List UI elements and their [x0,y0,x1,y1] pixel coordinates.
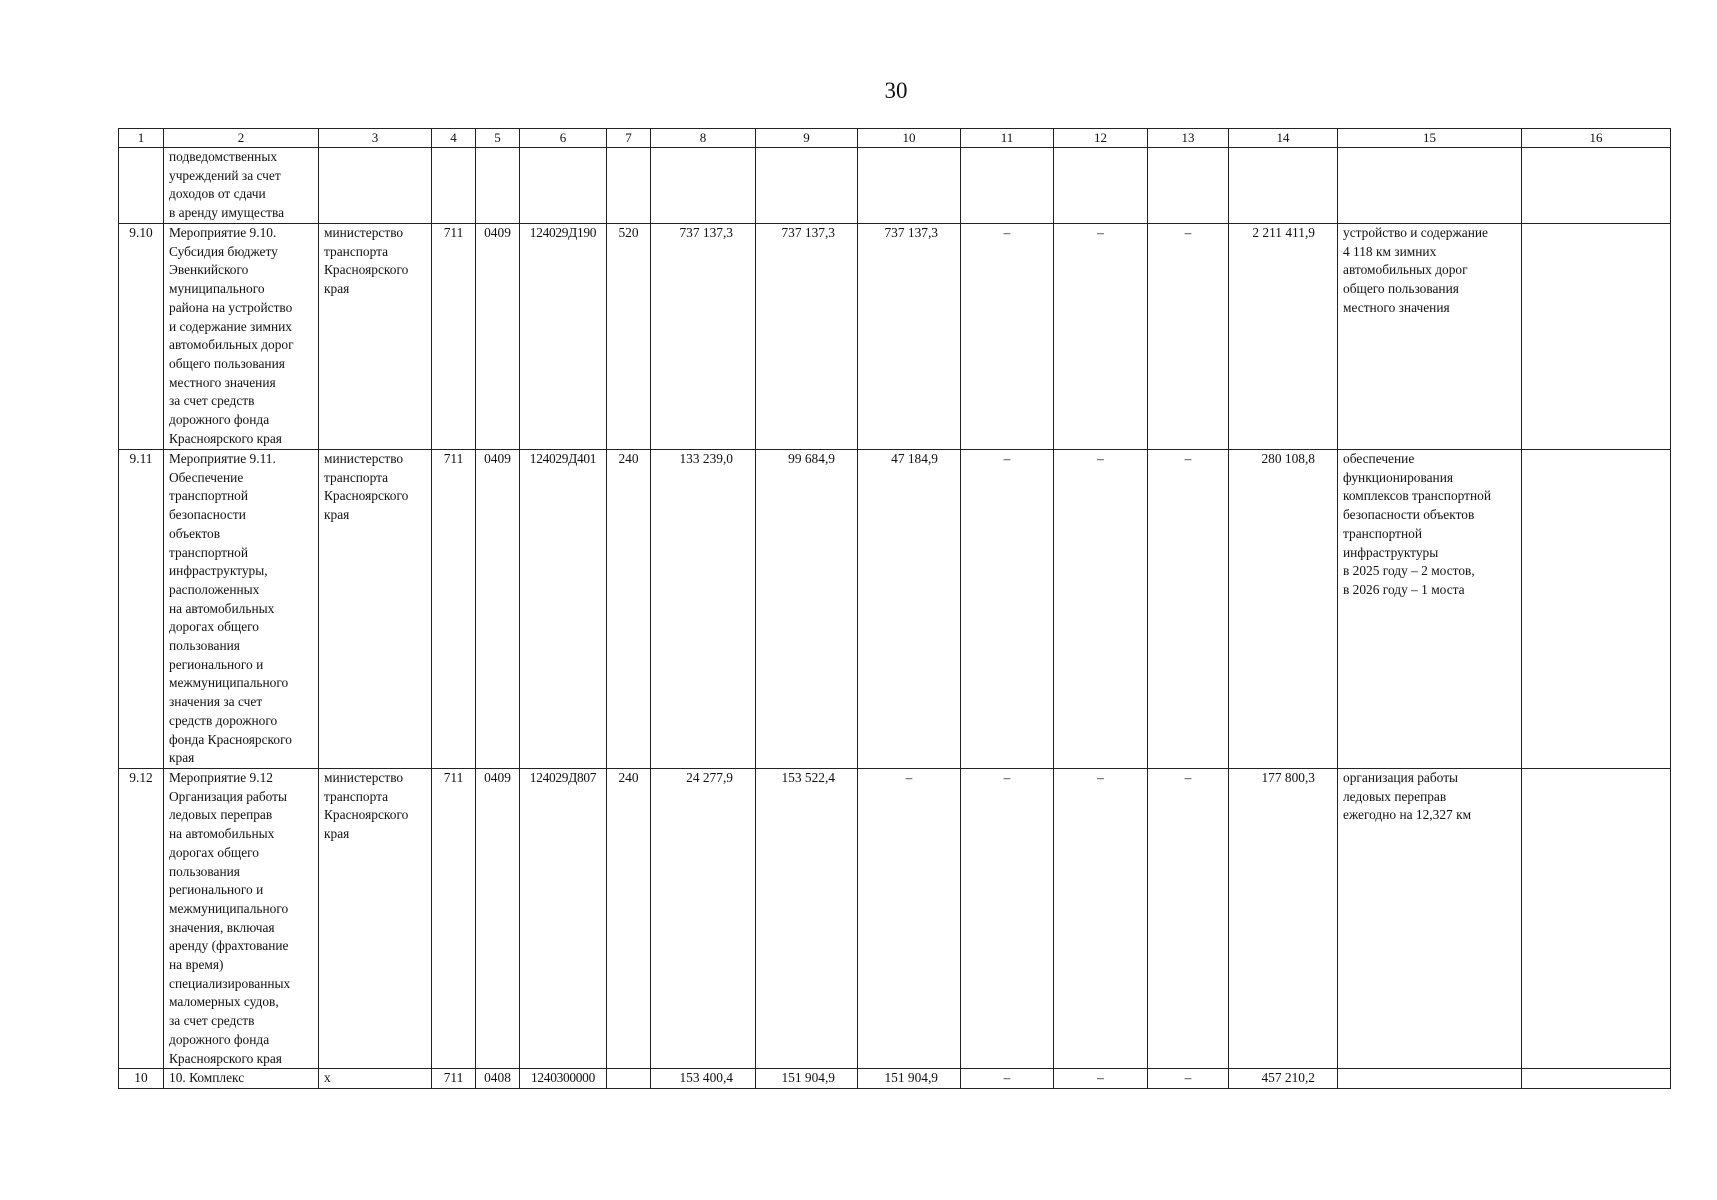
program-activities-table [118,128,1671,1089]
amount-col-10: – [858,769,961,1069]
target-article-code: 124029Д401 [520,450,607,769]
column-16-cell [1522,224,1671,450]
expected-result [1338,1069,1522,1089]
column-header: 1 [119,129,164,148]
amount-col-13: – [1148,450,1229,769]
column-header: 2 [164,129,319,148]
amount-col-13: – [1148,1069,1229,1089]
expected-result: устройство и содержание 4 118 км зимних автомобильных дорог общего пользования местного значения [1338,224,1522,450]
amount-col-9 [756,148,858,224]
row-number: 9.11 [119,450,164,769]
column-header: 10 [858,129,961,148]
expected-result: организация работы ледовых переправ ежегодно на 12,327 км [1338,769,1522,1069]
expense-type-code: 520 [607,224,651,450]
amount-col-12: – [1054,769,1148,1069]
amount-col-10: 151 904,9 [858,1069,961,1089]
section-code: 0408 [476,1069,520,1089]
target-article-code [520,148,607,224]
amount-col-8: 153 400,4 [651,1069,756,1089]
amount-col-9: 153 522,4 [756,769,858,1069]
column-header: 5 [476,129,520,148]
amount-col-11: – [961,1069,1054,1089]
column-16-cell [1522,148,1671,224]
row-number [119,148,164,224]
expense-type-code: 240 [607,450,651,769]
amount-total: 280 108,8 [1229,450,1338,769]
column-header: 13 [1148,129,1229,148]
amount-col-11: – [961,450,1054,769]
amount-col-13 [1148,148,1229,224]
responsible-executor [319,148,432,224]
expense-type-code [607,1069,651,1089]
amount-col-10: 47 184,9 [858,450,961,769]
amount-col-8: 24 277,9 [651,769,756,1069]
activity-name: Мероприятие 9.11. Обеспечение транспортной безопасности объектов транспортной инфраструктуры, расположенных на автомобильных дорогах общего пользования регионального и межмуниципального значения за счет средств дорожного фонда Красноярского края [164,450,319,769]
responsible-executor: министерство транспорта Красноярского края [319,450,432,769]
column-16-cell [1522,769,1671,1069]
amount-col-12: – [1054,1069,1148,1089]
expense-type-code: 240 [607,769,651,1069]
responsible-executor: х [319,1069,432,1089]
amount-col-12: – [1054,450,1148,769]
responsible-executor: министерство транспорта Красноярского края [319,769,432,1069]
column-16-cell [1522,1069,1671,1089]
amount-total: 177 800,3 [1229,769,1338,1069]
amount-col-10: 737 137,3 [858,224,961,450]
amount-col-8: 133 239,0 [651,450,756,769]
column-header: 8 [651,129,756,148]
expected-result: обеспечение функционирования комплексов транспортной безопасности объектов транспортной инфраструктуры в 2025 году – 2 мостов, в 2026 году – 1 моста [1338,450,1522,769]
section-code [476,148,520,224]
table-row [119,450,1671,769]
column-header: 9 [756,129,858,148]
amount-col-11: – [961,224,1054,450]
activity-name: Мероприятие 9.12 Организация работы ледовых переправ на автомобильных дорогах общего пользования регионального и межмуниципального значения, включая аренду (фрахтование на время) специализированных маломерных судов, за счет средств дорожного фонда Красноярского края [164,769,319,1069]
amount-col-12 [1054,148,1148,224]
table-row [119,148,1671,224]
column-number-row [119,129,1671,148]
expected-result [1338,148,1522,224]
column-header: 4 [432,129,476,148]
grbs-code: 711 [432,1069,476,1089]
expense-type-code [607,148,651,224]
row-number: 9.10 [119,224,164,450]
section-code: 0409 [476,450,520,769]
grbs-code: 711 [432,450,476,769]
grbs-code [432,148,476,224]
amount-col-9: 151 904,9 [756,1069,858,1089]
amount-col-9: 99 684,9 [756,450,858,769]
grbs-code: 711 [432,769,476,1069]
column-header: 14 [1229,129,1338,148]
column-header: 16 [1522,129,1671,148]
target-article-code: 1240300000 [520,1069,607,1089]
table-row [119,1069,1671,1089]
activity-name: подведомственных учреждений за счет доходов от сдачи в аренду имущества [164,148,319,224]
table-row [119,224,1671,450]
grbs-code: 711 [432,224,476,450]
responsible-executor: министерство транспорта Красноярского края [319,224,432,450]
amount-col-10 [858,148,961,224]
page-number: 30 [884,78,908,103]
amount-col-13: – [1148,769,1229,1069]
activity-name: Мероприятие 9.10. Субсидия бюджету Эвенкийского муниципального района на устройство и содержание зимних автомобильных дорог общего пользования местного значения за счет средств дорожного фонда Красноярского края [164,224,319,450]
column-header: 15 [1338,129,1522,148]
target-article-code: 124029Д190 [520,224,607,450]
amount-col-9: 737 137,3 [756,224,858,450]
activity-name: 10. Комплекс [164,1069,319,1089]
table-row [119,769,1671,1069]
column-header: 3 [319,129,432,148]
row-number: 9.12 [119,769,164,1069]
column-header: 6 [520,129,607,148]
target-article-code: 124029Д807 [520,769,607,1069]
column-header: 11 [961,129,1054,148]
row-number: 10 [119,1069,164,1089]
amount-total: 2 211 411,9 [1229,224,1338,450]
section-code: 0409 [476,224,520,450]
column-16-cell [1522,450,1671,769]
amount-col-11: – [961,769,1054,1069]
amount-col-8: 737 137,3 [651,224,756,450]
column-header: 7 [607,129,651,148]
section-code: 0409 [476,769,520,1069]
amount-col-8 [651,148,756,224]
column-header: 12 [1054,129,1148,148]
amount-col-12: – [1054,224,1148,450]
amount-total [1229,148,1338,224]
amount-col-13: – [1148,224,1229,450]
amount-total: 457 210,2 [1229,1069,1338,1089]
amount-col-11 [961,148,1054,224]
